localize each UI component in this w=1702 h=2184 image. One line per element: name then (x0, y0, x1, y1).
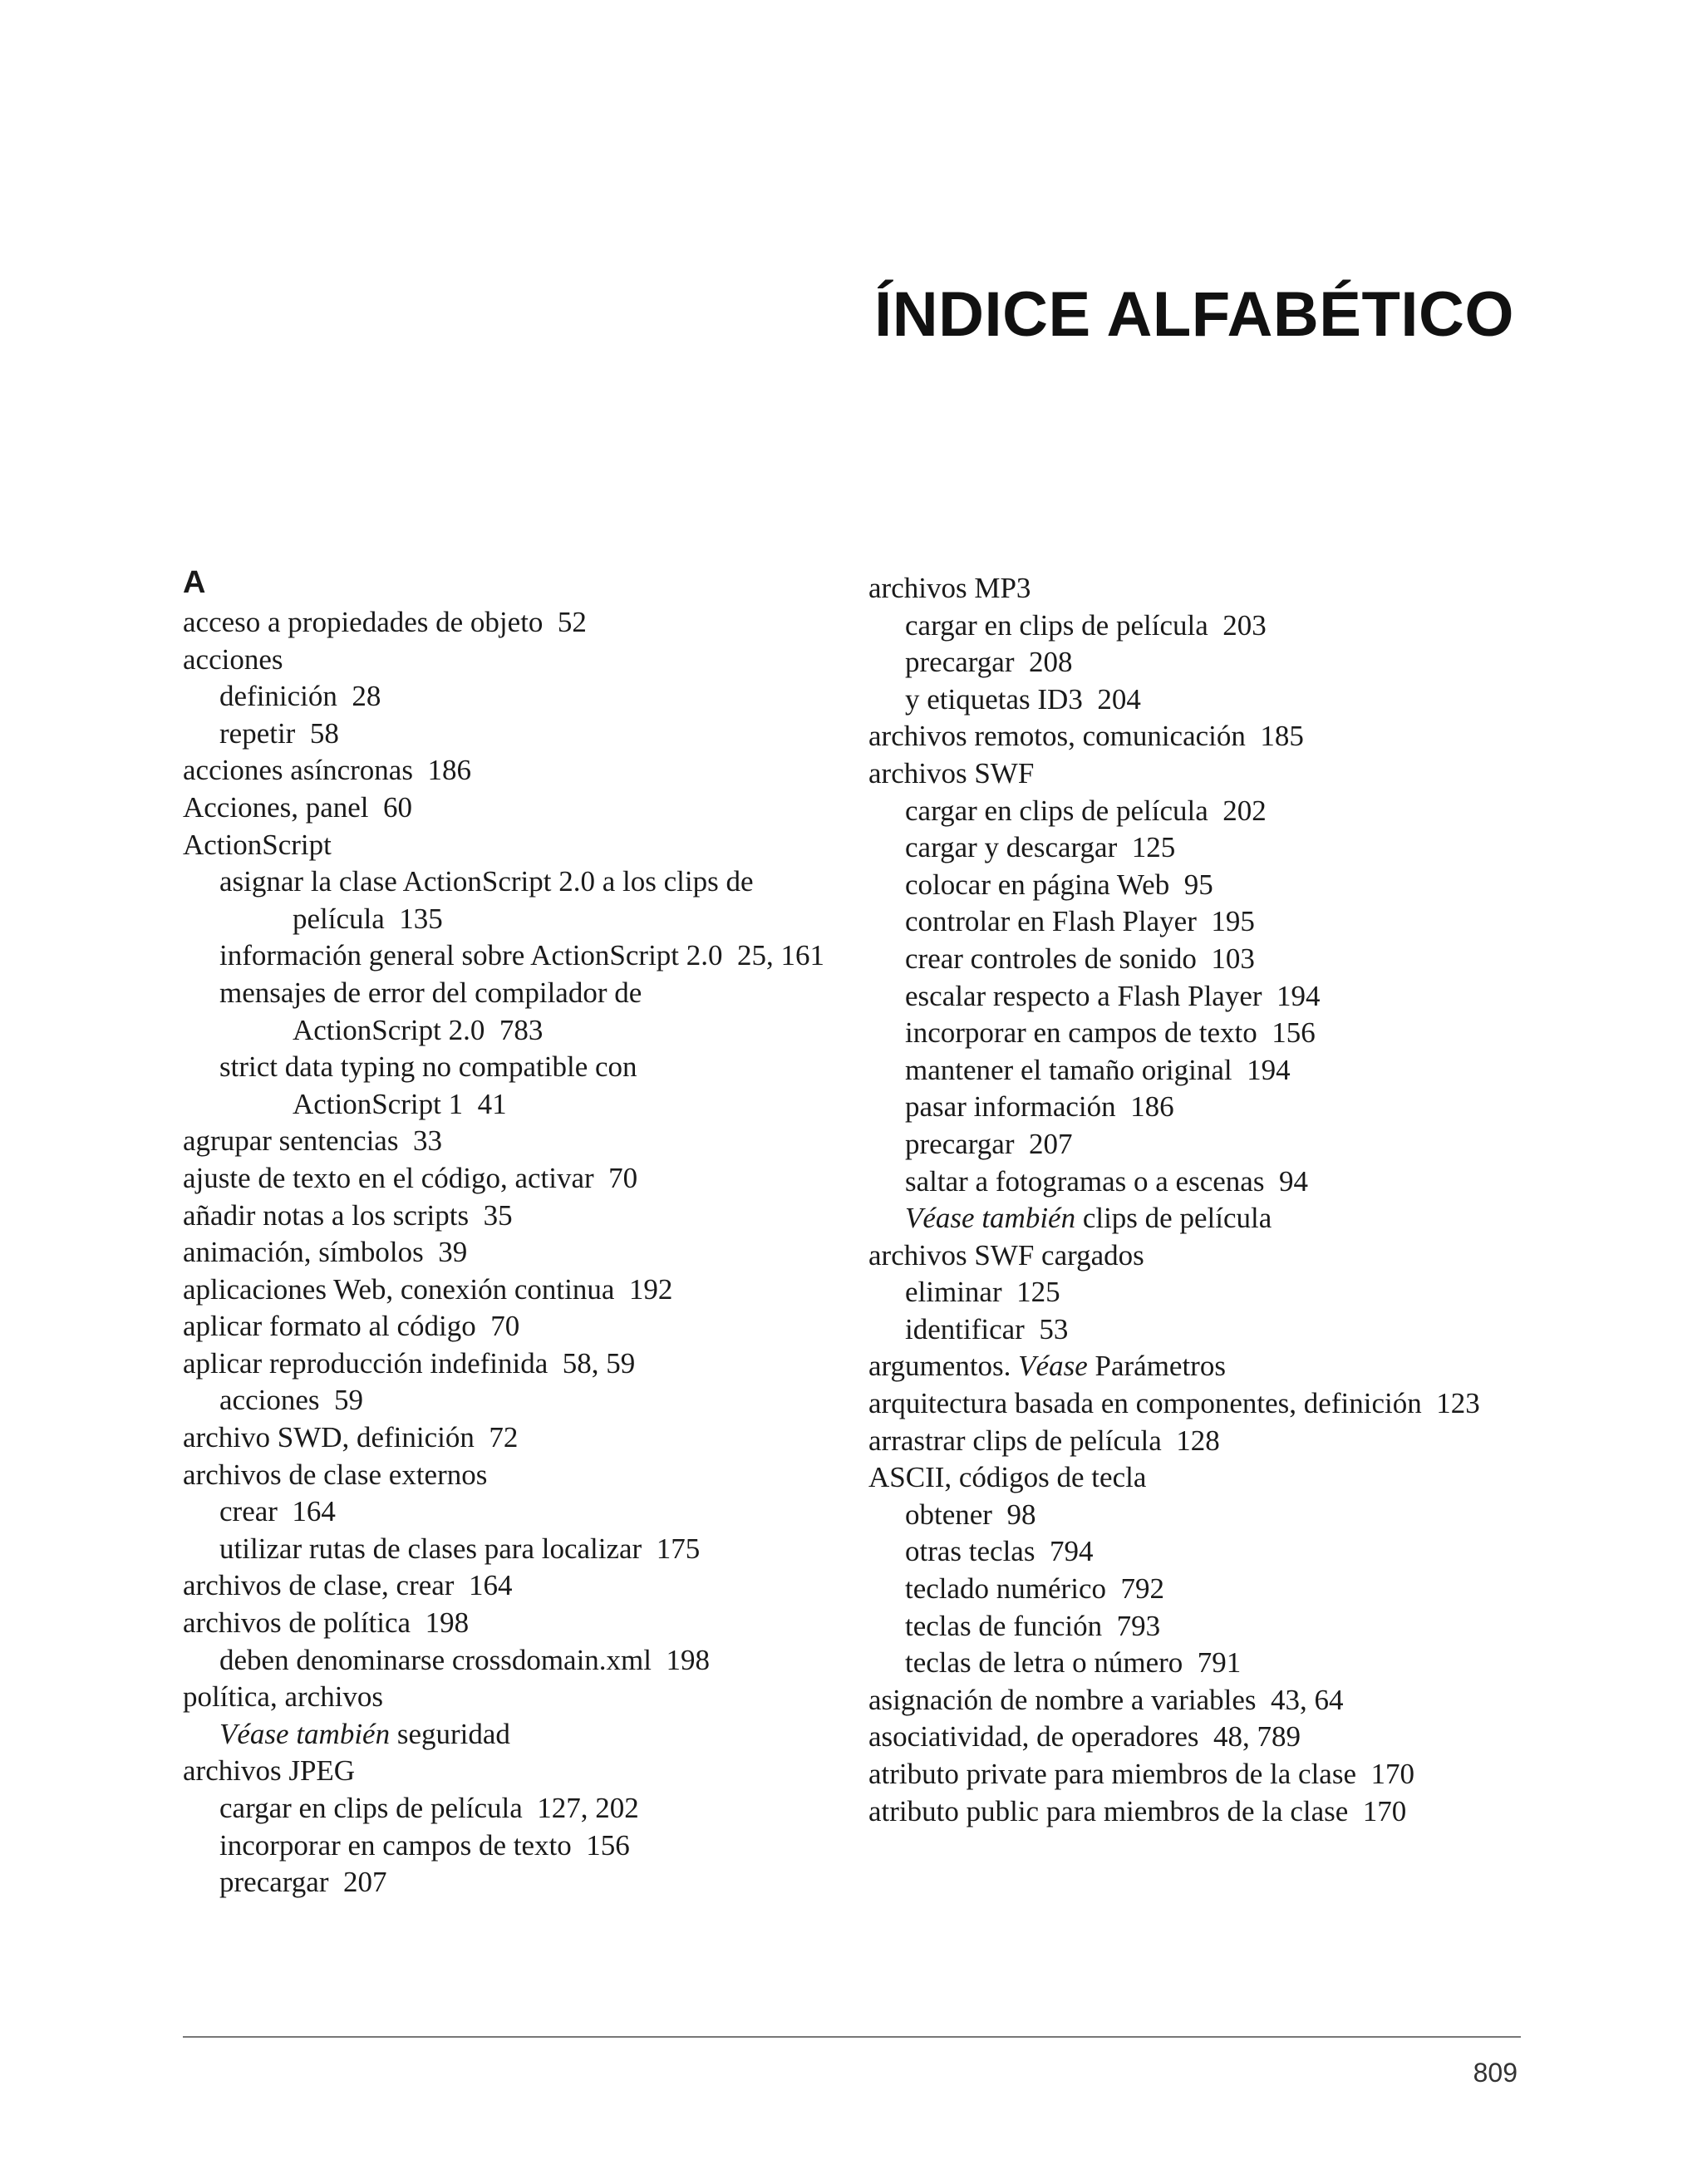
index-subentry: mensajes de error del compilador de ActionScript 2.0 783 (219, 976, 642, 1046)
index-subentry: cargar en clips de película 202 (905, 794, 1267, 827)
index-see-also: Véase también clips de película (905, 1202, 1272, 1235)
index-subentry: incorporar en campos de texto 156 (219, 1828, 630, 1862)
footer-rule (183, 2036, 1521, 2038)
index-subentry: acciones 59 (219, 1384, 363, 1417)
index-subentry: deben denominarse crossdomain.xml 198 (219, 1643, 711, 1676)
index-subentry: utilizar rutas de clases para localizar 175 (219, 1532, 701, 1565)
index-entry: acciones (183, 642, 283, 676)
index-entry: asignación de nombre a variables 43, 64 (868, 1683, 1344, 1716)
index-entry: asociatividad, de operadores 48, 789 (868, 1720, 1301, 1754)
index-entry: atributo public para miembros de la clase 170 (868, 1794, 1407, 1827)
index-entry: atributo private para miembros de la clase 170 (868, 1758, 1414, 1790)
index-subentry: precargar 208 (905, 646, 1073, 679)
index-subentry: crear controles de sonido 103 (905, 942, 1255, 975)
index-subentry: cargar en clips de película 203 (905, 608, 1267, 642)
index-entry: ajuste de texto en el código, activar 70 (183, 1161, 638, 1194)
page-number: 809 (1473, 2058, 1518, 2088)
index-subentry: y etiquetas ID3 204 (905, 682, 1141, 716)
index-subentry: teclas de letra o número 791 (905, 1646, 1242, 1680)
index-subentry: eliminar 125 (905, 1276, 1060, 1309)
index-entry: argumentos. Véase Parámetros (868, 1350, 1226, 1383)
index-entry: añadir notas a los scripts 35 (183, 1198, 513, 1232)
index-entry: archivos de clase externos (183, 1458, 488, 1491)
index-entry: agrupar sentencias 33 (183, 1124, 442, 1158)
index-entry: arrastrar clips de película 128 (868, 1424, 1220, 1457)
index-subentry: colocar en página Web 95 (905, 868, 1213, 901)
index-entry: archivos de clase, crear 164 (183, 1569, 513, 1602)
index-subentry: precargar 207 (219, 1866, 387, 1899)
index-subentry: definición 28 (219, 680, 381, 713)
index-subentry: obtener 98 (905, 1498, 1036, 1531)
index-subentry: crear 164 (219, 1495, 336, 1528)
index-subentry: mantener el tamaño original 194 (905, 1053, 1291, 1086)
index-entry: ActionScript (183, 828, 332, 861)
index-entry: archivos JPEG (183, 1754, 356, 1788)
index-subentry: información general sobre ActionScript 2.0 25, 161 (219, 939, 825, 972)
index-subentry: pasar información 186 (905, 1090, 1174, 1124)
index-entry: arquitectura basada en componentes, definición 123 (868, 1387, 1480, 1420)
page-title: ÍNDICE ALFABÉTICO (874, 279, 1514, 350)
index-subentry: identificar 53 (905, 1312, 1069, 1345)
index-column-left (183, 565, 848, 1901)
index-subentry: incorporar en campos de texto 156 (905, 1016, 1316, 1050)
index-entry: aplicaciones Web, conexión continua 192 (183, 1272, 673, 1306)
index-entry: archivos SWF cargados (868, 1238, 1144, 1272)
index-subentry: cargar y descargar 125 (905, 831, 1176, 864)
index-subentry: strict data typing no compatible con ActionScript 1 41 (219, 1050, 637, 1120)
index-entry: acciones asíncronas 186 (183, 754, 471, 787)
index-entry: aplicar reproducción indefinida 58, 59 (183, 1346, 636, 1380)
index-subentry: otras teclas 794 (905, 1535, 1094, 1568)
index-subentry: teclado numérico 792 (905, 1572, 1164, 1606)
index-entry: archivos SWF (868, 756, 1035, 789)
index-see-also: Véase también seguridad (219, 1717, 510, 1750)
index-entry: aplicar formato al código 70 (183, 1310, 520, 1343)
index-column-right (868, 570, 1533, 1830)
index-subentry: asignar la clase ActionScript 2.0 a los clips de película 135 (219, 865, 754, 935)
index-entry: archivos de política 198 (183, 1606, 470, 1640)
index-subentry: escalar respecto a Flash Player 194 (905, 979, 1321, 1012)
index-entry: ASCII, códigos de tecla (868, 1461, 1147, 1494)
index-entry: Acciones, panel 60 (183, 790, 413, 824)
index-subentry: saltar a fotogramas o a escenas 94 (905, 1164, 1308, 1198)
index-subentry: controlar en Flash Player 195 (905, 905, 1255, 938)
index-subentry: cargar en clips de película 127, 202 (219, 1792, 639, 1824)
index-entry: acceso a propiedades de objeto 52 (183, 606, 587, 638)
index-subentry: teclas de función 793 (905, 1609, 1161, 1642)
index-subentry: repetir 58 (219, 716, 339, 750)
section-letter: A (183, 565, 206, 600)
index-entry: política, archivos (183, 1680, 384, 1714)
index-entry: archivo SWD, definición 72 (183, 1421, 519, 1454)
index-entry: archivos remotos, comunicación 185 (868, 720, 1304, 753)
index-entry: archivos MP3 (868, 572, 1031, 604)
index-entry: animación, símbolos 39 (183, 1236, 468, 1269)
index-subentry: precargar 207 (905, 1127, 1073, 1160)
